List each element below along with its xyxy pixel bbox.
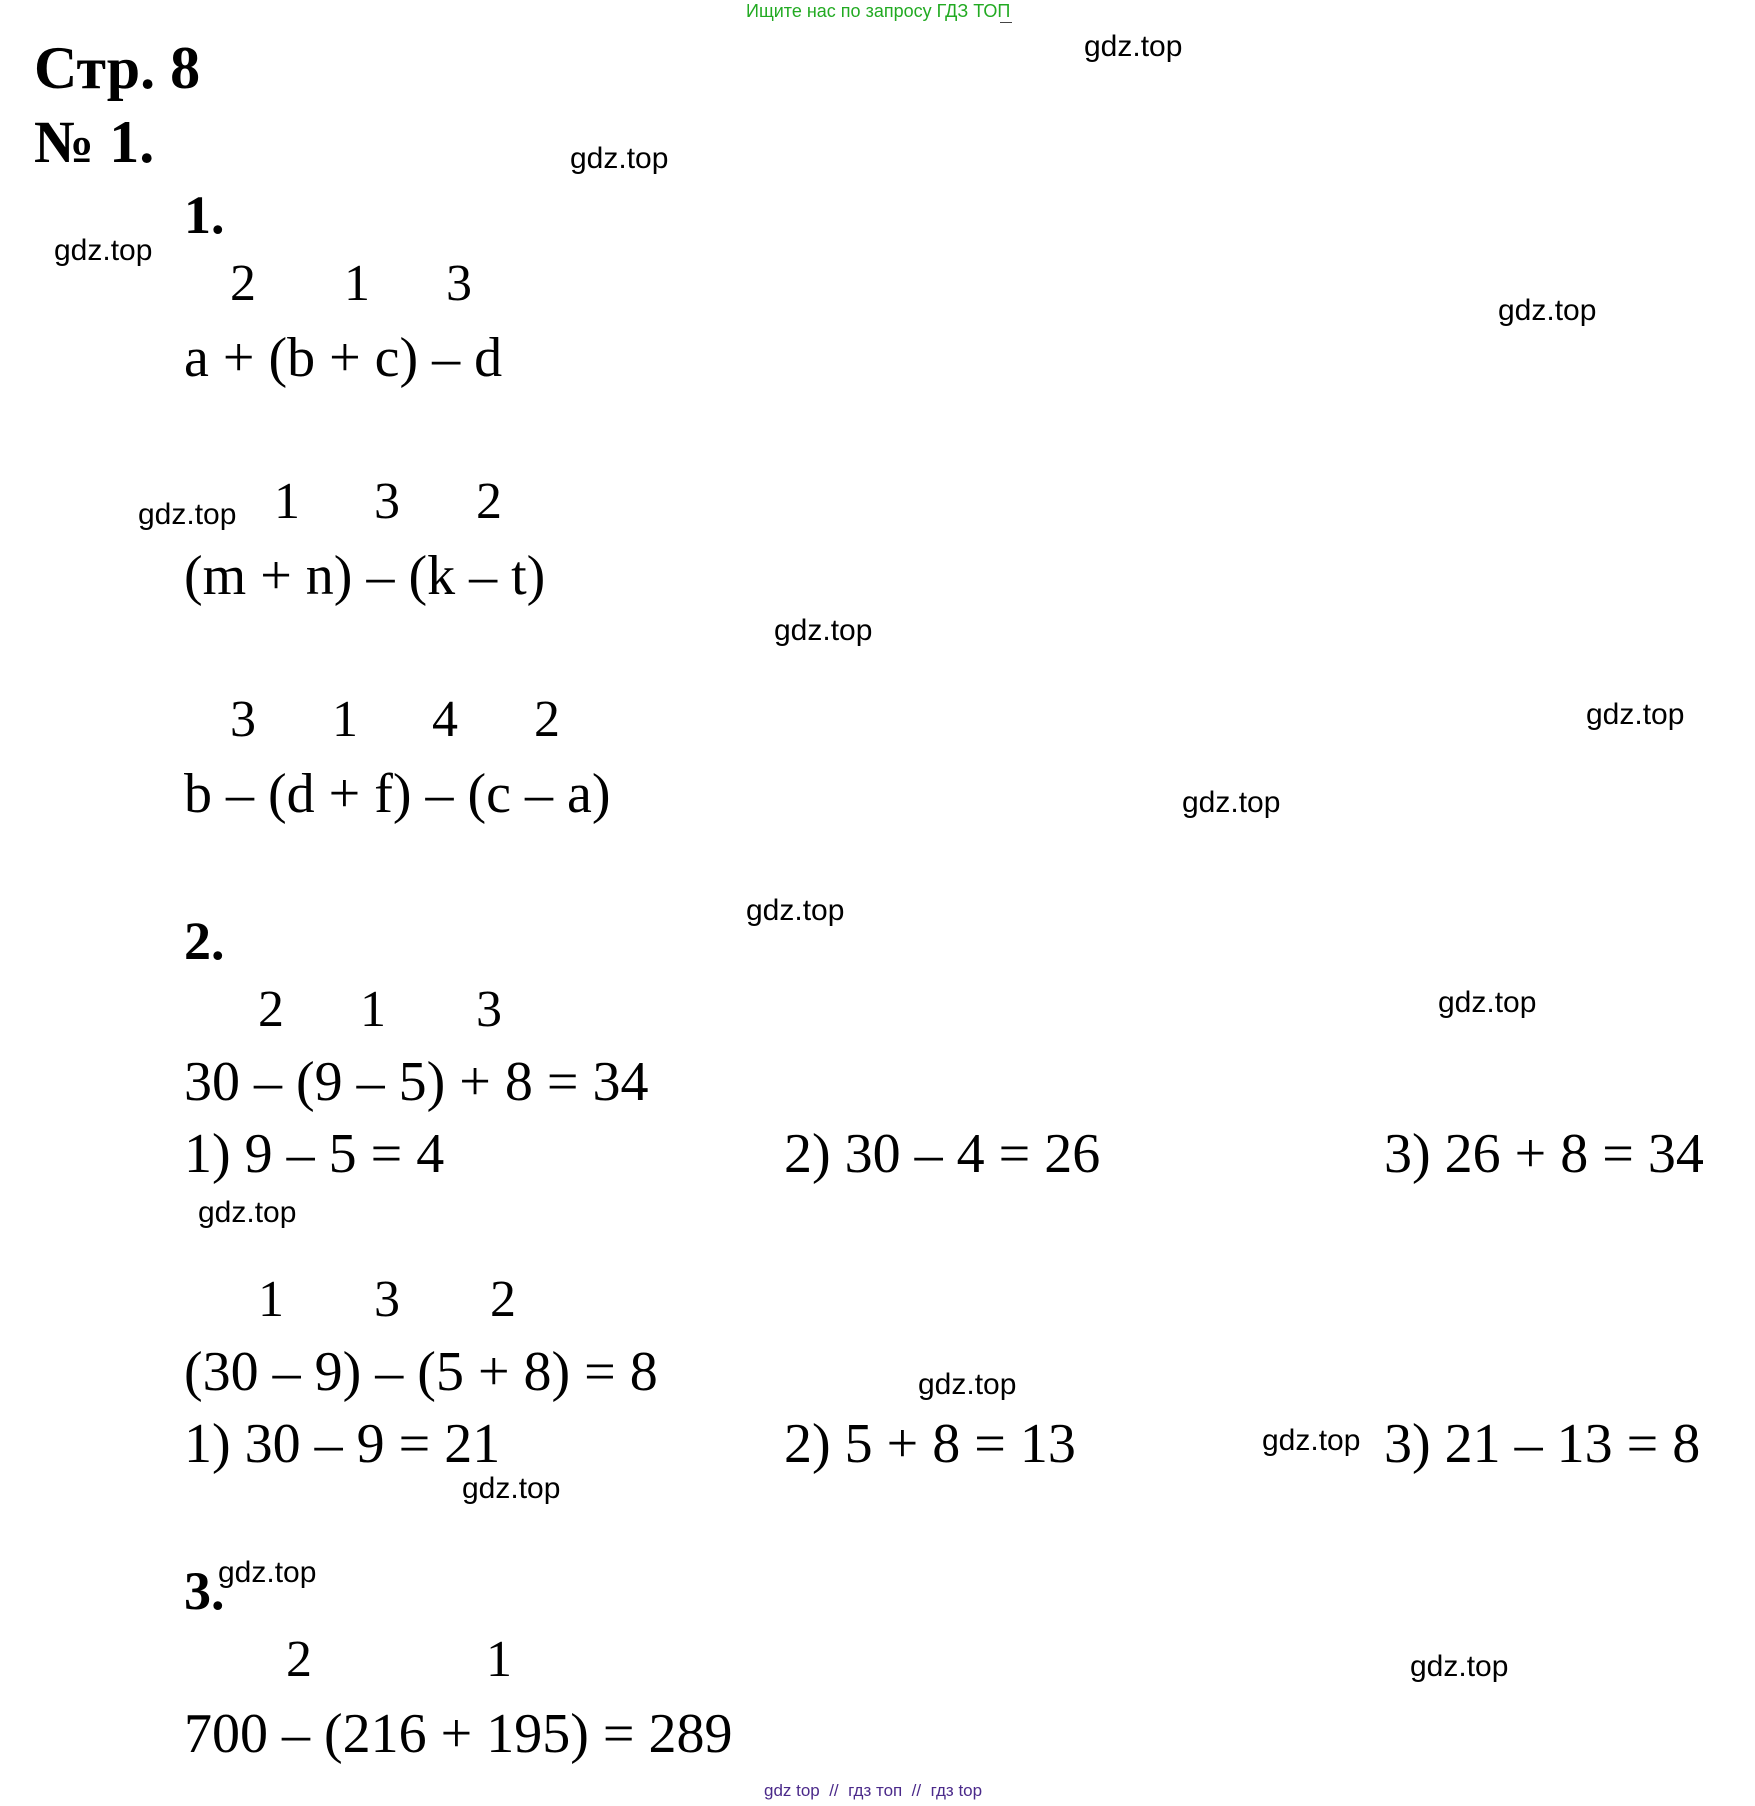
exercise-title: № 1. <box>34 109 155 175</box>
watermark: gdz.top <box>138 498 237 531</box>
watermark: gdz.top <box>198 1196 297 1229</box>
order-digit: 3 <box>374 473 400 530</box>
order-digit: 1 <box>258 1271 284 1328</box>
top-search-note: Ищите нас по запросу ГДЗ ТОП <box>746 1 1011 21</box>
top-note-underline <box>1000 22 1012 23</box>
expression: 700 – (216 + 195) = 289 <box>184 1703 733 1765</box>
footer-note: gdz top // гдз топ // гдз top <box>764 1781 983 1800</box>
order-digit: 1 <box>332 691 358 748</box>
section-3-label: 3. <box>184 1561 225 1621</box>
expression: (30 – 9) – (5 + 8) = 8 <box>184 1341 658 1403</box>
watermark: gdz.top <box>1438 986 1537 1019</box>
order-digit: 3 <box>446 255 472 312</box>
watermark: gdz.top <box>1498 294 1597 327</box>
watermark: gdz.top <box>218 1556 317 1589</box>
watermark: gdz.top <box>918 1368 1017 1401</box>
watermark: gdz.top <box>1410 1650 1509 1683</box>
page-title: Стр. 8 <box>34 35 201 101</box>
watermark: gdz.top <box>1262 1424 1361 1457</box>
solution-step: 3) 21 – 13 = 8 <box>1384 1413 1701 1475</box>
solution-step: 1) 30 – 9 = 21 <box>184 1413 501 1475</box>
solution-step: 3) 26 + 8 = 34 <box>1384 1123 1704 1185</box>
expression: b – (d + f) – (c – a) <box>184 763 611 825</box>
solution-step: 2) 5 + 8 = 13 <box>784 1413 1076 1475</box>
section-1-label: 1. <box>184 185 225 245</box>
watermark: gdz.top <box>774 614 873 647</box>
watermark: gdz.top <box>1586 698 1685 731</box>
watermark: gdz.top <box>746 894 845 927</box>
order-digit: 2 <box>230 255 256 312</box>
expression: (m + n) – (k – t) <box>184 545 546 607</box>
order-digit: 2 <box>476 473 502 530</box>
order-digit: 2 <box>258 981 284 1038</box>
expression: 30 – (9 – 5) + 8 = 34 <box>184 1051 649 1113</box>
order-digit: 3 <box>374 1271 400 1328</box>
order-digit: 4 <box>432 691 458 748</box>
watermark: gdz.top <box>1182 786 1281 819</box>
solution-step: 1) 9 – 5 = 4 <box>184 1123 445 1185</box>
order-digit: 1 <box>344 255 370 312</box>
order-digit: 1 <box>274 473 300 530</box>
section-2-label: 2. <box>184 911 225 971</box>
order-digit: 3 <box>230 691 256 748</box>
order-digit: 1 <box>486 1631 512 1688</box>
order-digit: 3 <box>476 981 502 1038</box>
watermark: gdz.top <box>54 234 153 267</box>
order-digit: 2 <box>534 691 560 748</box>
watermark: gdz.top <box>1084 30 1183 63</box>
order-digit: 2 <box>490 1271 516 1328</box>
solution-step: 2) 30 – 4 = 26 <box>784 1123 1101 1185</box>
watermark: gdz.top <box>462 1472 561 1505</box>
order-digit: 2 <box>286 1631 312 1688</box>
order-digit: 1 <box>360 981 386 1038</box>
watermark: gdz.top <box>570 142 669 175</box>
expression: a + (b + c) – d <box>184 327 503 389</box>
